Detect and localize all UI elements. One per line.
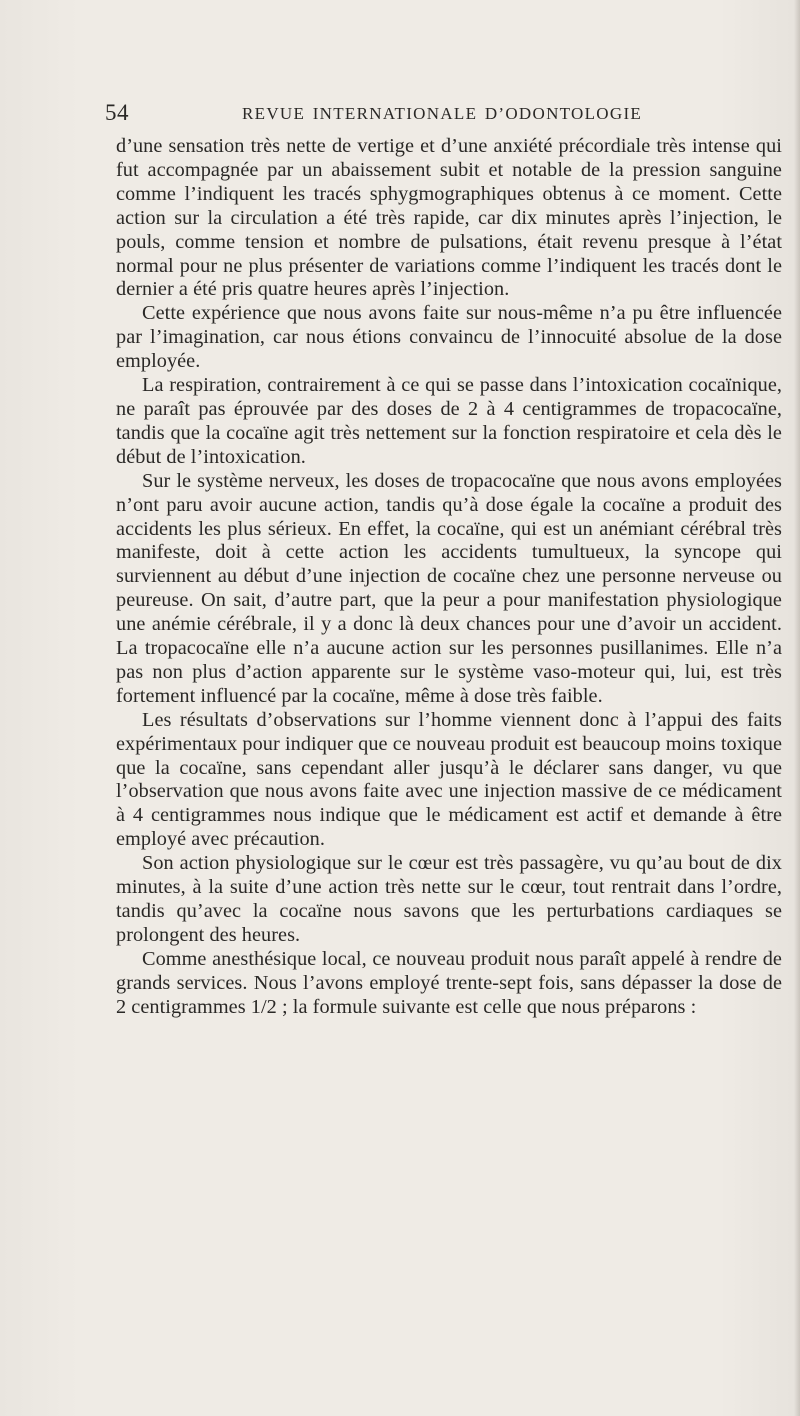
paragraph-heart-action: Son action physiologique sur le cœur est très passagère, vu qu’au bout de dix minutes, à la suite d’une action très nette sur le cœur, tout rentrait dans l’ordre, tandis qu’avec la cocaïne nous savons que les perturbations cardiaques se prolongent des heures. xyxy=(116,852,782,946)
paragraph-continuation: d’une sensation très nette de vertige et d’une anxiété précordiale très intense qui fut accompagnée par un abaissement subit et notable de la pression sanguine comme l’indiquent les tracés sphygmographiques obtenus à ce moment. Cette action sur la circulation a été très rapide, car dix minutes après l’injection, le pouls, comme tension et nombre de pulsations, était revenu presque à l’état normal pour ne plus présenter de variations comme l’indiquent les tracés dont le dernier a été pris quatre heures après l’injection. xyxy=(116,135,782,301)
paragraph-nervous-system: Sur le système nerveux, les doses de tropacocaïne que nous avons employées n’ont paru avoir aucune action, tandis qu’à dose égale la cocaïne a produit des accidents les plus sérieux. En effet, la cocaïne, qui est un anémiant cérébral très manifeste, doit à cette action les accidents tumultueux, la syncope qui surviennent au début d’une injection de cocaïne chez une personne nerveuse ou peureuse. On sait, d’autre part, que la peur a pour manifestation physiologique une anémie cérébrale, il y a donc là deux chances pour une d’avoir un accident. La tropacocaïne elle n’a aucune action sur les personnes pusillanimes. Elle n’a pas non plus d’action apparente sur le système vaso-moteur qui, lui, est très fortement influencé par la cocaïne, même à dose très faible. xyxy=(116,469,782,707)
paragraph-observations: Les résultats d’observations sur l’homme viennent donc à l’appui des faits expérimentaux pour indiquer que ce nouveau produit est beaucoup moins toxique que la cocaïne, sans cependant aller jusqu’à le déclarer sans danger, vu que l’observation que nous avons faite avec une injection massive de ce médicament à 4 centigrammes nous indique que le médicament est actif et demande à être employé avec précaution. xyxy=(116,708,782,851)
paragraph-experience: Cette expérience que nous avons faite sur nous-même n’a pu être influencée par l’imagination, car nous étions convaincu de l’innocuité absolue de la dose employée. xyxy=(116,302,782,373)
paragraph-respiration: La respiration, contrairement à ce qui se passe dans l’intoxication cocaïnique, ne paraît pas éprouvée par des doses de 2 à 4 centigrammes de tropacocaïne, tandis que la cocaïne agit très nettement sur la fonction respiratoire et cela dès le début de l’intoxication. xyxy=(116,374,782,468)
running-title: REVUE INTERNATIONALE D’ODONTOLOGIE xyxy=(242,104,643,123)
page-edge-shadow xyxy=(794,0,800,1416)
paragraph-local-anesthetic: Comme anesthésique local, ce nouveau produit nous paraît appelé à rendre de grands services. Nous l’avons employé trente-sept fois, sans dépasser la dose de 2 centigrammes 1/2 ; la formule suivante est celle que nous préparons : xyxy=(116,947,782,1018)
page-number: 54 xyxy=(105,100,129,125)
body-text xyxy=(116,135,782,1020)
page-header xyxy=(105,100,785,128)
